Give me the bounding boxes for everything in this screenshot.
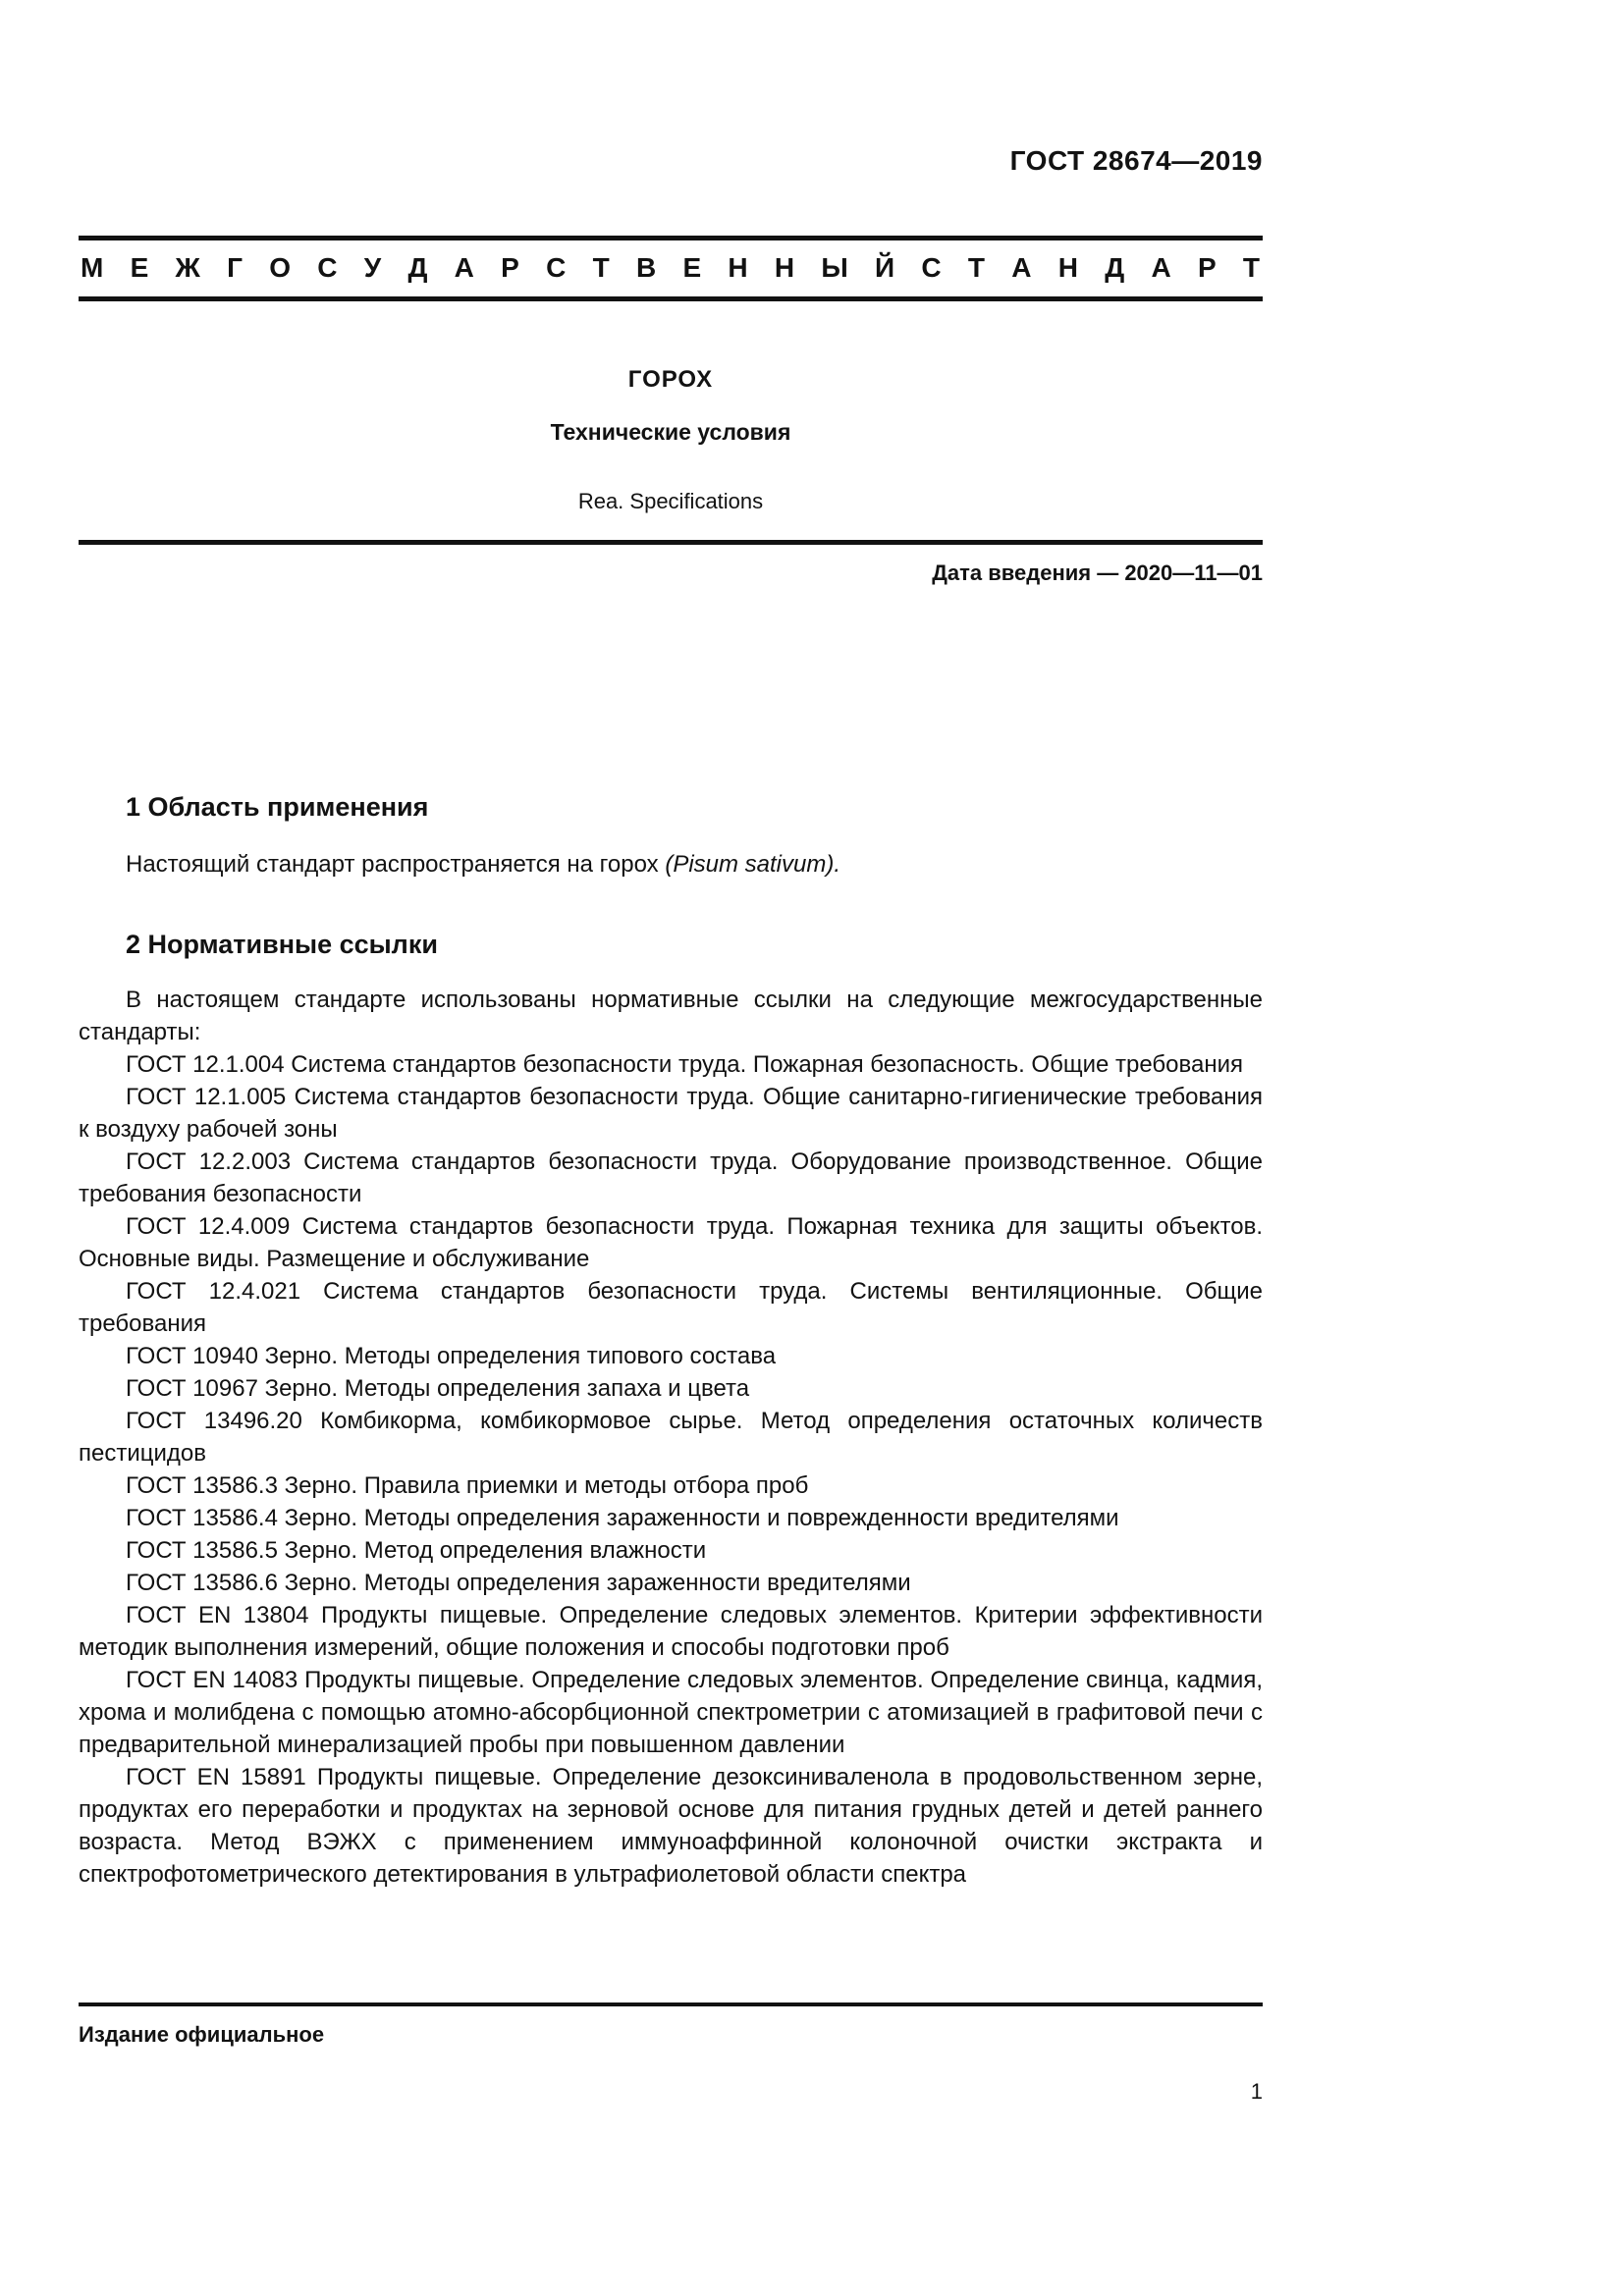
scope-latin-name: (Pisum sativum). <box>665 851 841 878</box>
reference-item: ГОСТ 10940 Зерно. Методы определения типового состава <box>126 1343 777 1369</box>
reference-item: ГОСТ 12.4.009 Система стандартов безопасности труда. Пожарная техника для защиты объектов. Основные виды. Размещение и обслуживание <box>79 1213 1263 1272</box>
reference-item: ГОСТ 13586.4 Зерно. Методы определения зараженности и поврежденности вредителями <box>126 1505 1119 1531</box>
document-title: ГОРОХ <box>627 366 714 393</box>
edition-note: Издание официальное <box>79 2022 325 2047</box>
section-2-heading: 2 Нормативные ссылки <box>126 930 438 959</box>
document-subtitle-en: Rea. Specifications <box>577 489 764 513</box>
reference-item: ГОСТ 10967 Зерно. Методы определения запаха и цвета <box>126 1375 750 1402</box>
reference-item: ГОСТ 12.4.021 Система стандартов безопасности труда. Системы вентиляционные. Общие требования <box>79 1278 1263 1337</box>
footer-divider <box>79 2002 1263 2006</box>
document-subtitle: Технические условия <box>550 419 791 445</box>
standard-type-banner: М Е Ж Г О С У Д А Р С Т В Е Н Н Ы Й С Т А Н Д А Р Т <box>79 236 1263 301</box>
reference-item: ГОСТ 13586.6 Зерно. Методы определения зараженности вредителями <box>126 1570 911 1596</box>
document-content <box>79 0 1263 1891</box>
title-divider <box>79 540 1263 545</box>
effective-date: Дата введения — 2020—11—01 <box>932 561 1263 585</box>
reference-item: ГОСТ 13586.3 Зерно. Правила приемки и методы отбора проб <box>126 1472 809 1499</box>
scope-paragraph <box>79 848 1263 881</box>
reference-item: ГОСТ 13586.5 Зерно. Метод определения влажности <box>126 1537 707 1564</box>
reference-item: ГОСТ 12.2.003 Система стандартов безопасности труда. Оборудование производственное. Общие требования безопасности <box>79 1148 1263 1207</box>
reference-item: ГОСТ EN 15891 Продукты пищевые. Определение дезоксиниваленола в продовольственном зерне, продуктах его переработки и продуктах на зерновой основе для питания грудных детей и детей раннего возраста. Метод ВЭЖХ с применением иммуноаффинной колоночной очистки экстракта и спектрофотометрического детектирования в ультрафиолетовой области спектра <box>79 1764 1263 1888</box>
page-number: 1 <box>1250 2079 1263 2104</box>
doc-number: ГОСТ 28674—2019 <box>1009 145 1263 176</box>
reference-item: ГОСТ EN 14083 Продукты пищевые. Определение следовых элементов. Определение свинца, кадмия, хрома и молибдена с помощью атомно-абсорбционной спектрометрии с атомизацией в графитовой печи с предварительной минерализацией пробы при повышенном давлении <box>79 1667 1263 1758</box>
reference-item: ГОСТ 12.1.004 Система стандартов безопасности труда. Пожарная безопасность. Общие требования <box>126 1051 1244 1078</box>
reference-item: ГОСТ 13496.20 Комбикорма, комбикормовое сырье. Метод определения остаточных количеств пестицидов <box>79 1408 1263 1467</box>
reference-item: ГОСТ 12.1.005 Система стандартов безопасности труда. Общие санитарно-гигиенические требования к воздуху рабочей зоны <box>79 1084 1263 1143</box>
scope-text: Настоящий стандарт распространяется на горох <box>126 851 666 878</box>
references-intro: В настоящем стандарте использованы нормативные ссылки на следующие межгосударственные стандарты: <box>79 987 1263 1045</box>
reference-item: ГОСТ EN 13804 Продукты пищевые. Определение следовых элементов. Критерии эффективности методик выполнения измерений, общие положения и способы подготовки проб <box>79 1602 1263 1661</box>
section-1-heading: 1 Область применения <box>126 792 429 822</box>
